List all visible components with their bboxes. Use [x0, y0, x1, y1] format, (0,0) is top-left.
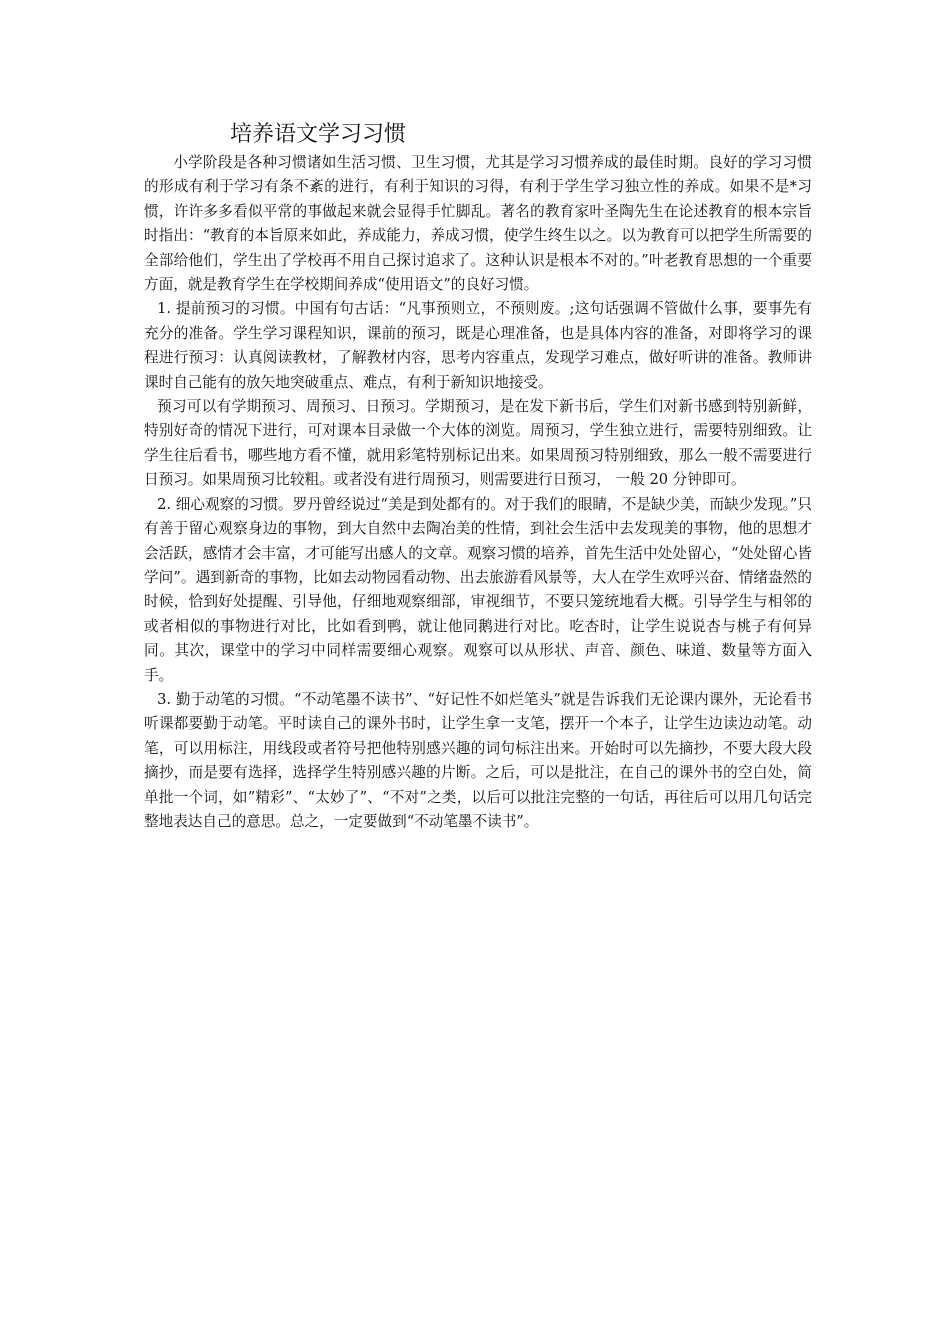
- paragraph-observation-habit: 2. 细心观察的习惯。罗丹曾经说过“美是到处都有的。对于我们的眼睛，不是缺少美，而缺少发现。”只有善于留心观察身边的事物，到大自然中去陶冶美的性情，到社会生活中去发现美的事物，他的思想才会活跃，感情才会丰富，才可能写出感人的文章。观察习惯的培养，首先生活中处处留心，“处处留心皆学问”。遇到新奇的事物，比如去动物园看动物、出去旅游看风景等，大人在学生欢呼兴奋、情绪盎然的时候，恰到好处提醒、引导他，仔细地观察细部，审视细节，不要只笼统地看大概。引导学生与相邻的或者相似的事物进行对比，比如看到鸭，就让他同鹅进行对比。吃杏时，让学生说说杏与桃子有何异同。其次，课堂中的学习中同样需要细心观察。观察可以从形状、声音、颜色、味道、数量等方面入手。: [144, 495, 812, 684]
- document-body: [144, 151, 812, 834]
- paragraph-intro: 小学阶段是各种习惯诸如生活习惯、卫生习惯，尤其是学习习惯养成的最佳时期。良好的学习习惯的形成有利于学习有条不紊的进行，有利于知识的习得，有利于学生学习独立性的养成。如果不是*习惯，许许多多看似平常的事做起来就会显得手忙脚乱。著名的教育家叶圣陶先生在论述教育的根本宗旨时指出：“教育的本旨原来如此，养成能力，养成习惯，使学生终生以之。以为教育可以把学生所需要的全部给他们，学生出了学校再不用自己探讨追求了。这种认识是根本不对的。”叶老教育思想的一个重要方面，就是教育学生在学校期间养成“使用语文”的良好习惯。: [144, 154, 812, 294]
- paragraph-writing-habit: 3. 勤于动笔的习惯。“不动笔墨不读书”、“好记性不如烂笔头”就是告诉我们无论课内课外，无论看书听课都要勤于动笔。平时读自己的课外书时，让学生拿一支笔，摆开一个本子，让学生边读边动笔。动笔，可以用标注，用线段或者符号把他特别感兴趣的词句标注出来。开始时可以先摘抄，不要大段大段摘抄，而是要有选择，选择学生特别感兴趣的片断。之后，可以是批注，在自己的课外书的空白处，简单批一个词，如”精彩”、“太妙了”、“不对”之类，以后可以批注完整的一句话，再往后可以用几句话完整地表达自己的意思。总之，一定要做到“不动笔墨不读书”。: [144, 690, 812, 830]
- paragraph-preview-types: 预习可以有学期预习、周预习、日预习。学期预习，是在发下新书后，学生们对新书感到特别新鲜，特别好奇的情况下进行，可对课本目录做一个大体的浏览。周预习，学生独立进行，需要特别细致。让学生往后看书，哪些地方看不懂，就用彩笔特别标记出来。如果周预习特别细致，那么一般不需要进行日预习。如果周预习比较粗。或者没有进行周预习，则需要进行日预习， 一般 20 分钟即可。: [144, 398, 812, 489]
- paragraph-preview-habit: 1. 提前预习的习惯。中国有句古话：“凡事预则立，不预则废。;这句话强调不管做什么事，要事先有充分的准备。学生学习课程知识，课前的预习，既是心理准备，也是具体内容的准备，对即将学习的课程进行预习：认真阅读教材，了解教材内容，思考内容重点，发现学习难点，做好听讲的准备。教师讲课时自己能有的放矢地突破重点、难点，有利于新知识地接受。: [144, 300, 812, 391]
- document-title: 培养语文学习习惯: [230, 122, 407, 147]
